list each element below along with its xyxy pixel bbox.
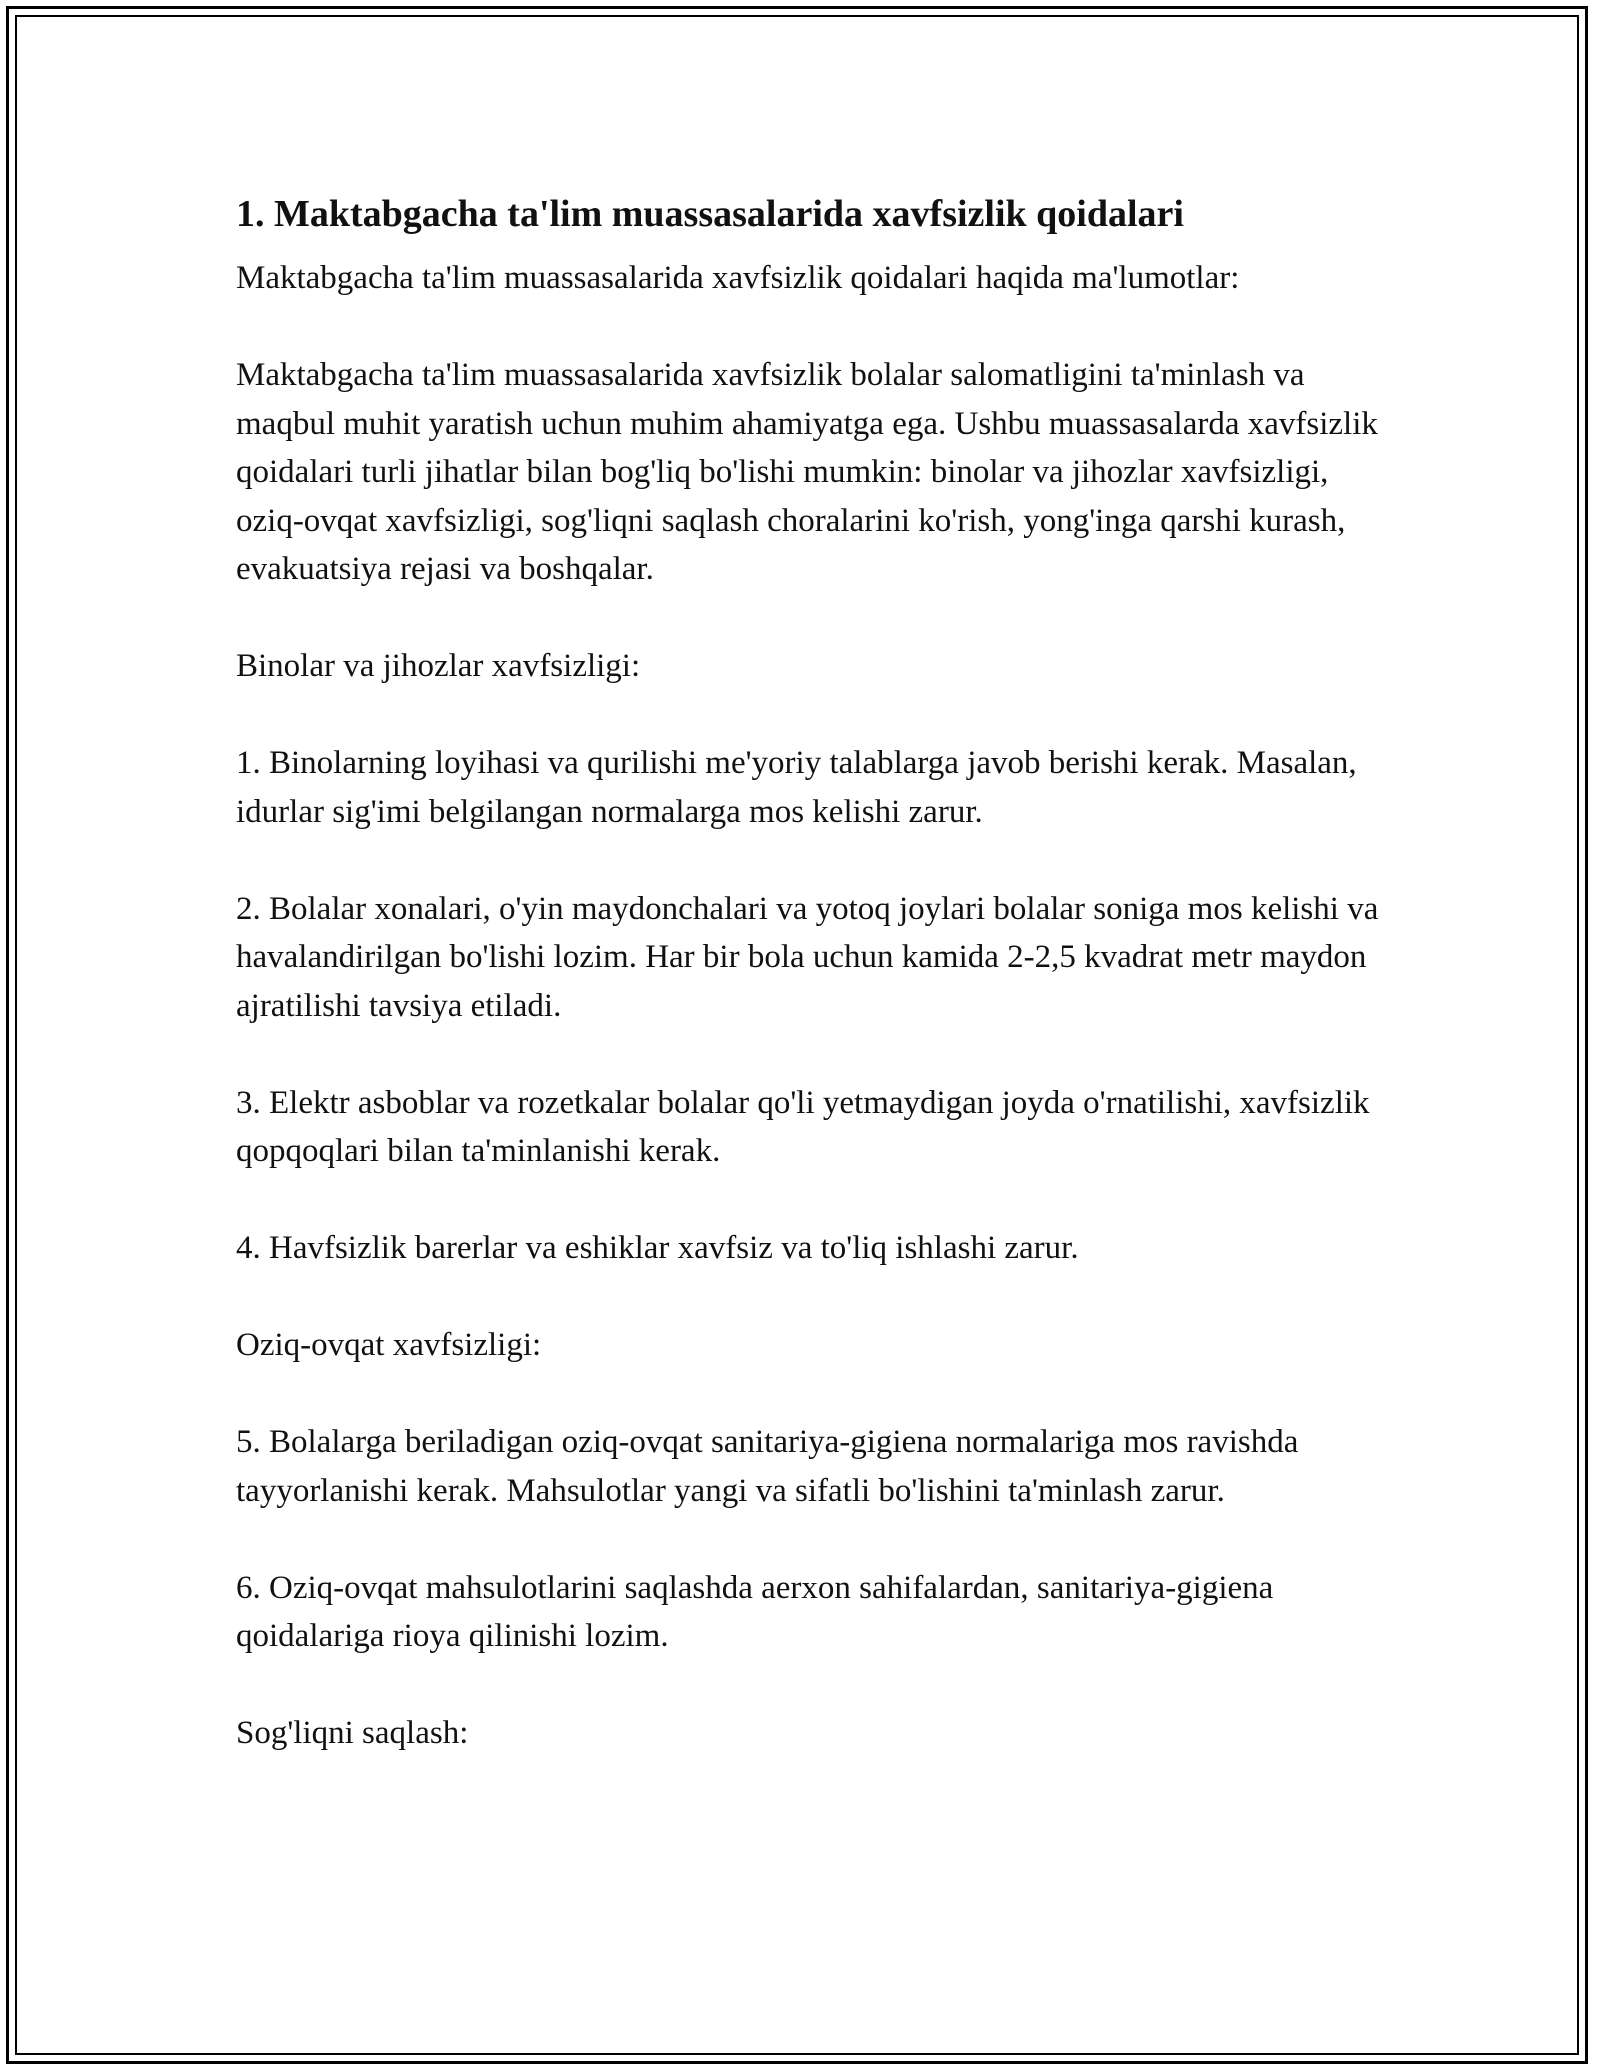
- section-heading-buildings: Binolar va jihozlar xavfsizligi:: [236, 648, 641, 684]
- list-item-3: 3. Elektr asboblar va rozetkalar bolalar qo'li yetmaydigan joyda o'rnatilishi, xavfsizlik qopqoqlari bilan ta'minlanishi kerak.: [236, 1084, 1370, 1169]
- document-title: 1. Maktabgacha ta'lim muassasalarida xavfsizlik qoidalari: [236, 193, 1184, 235]
- list-item-2: 2. Bolalar xonalari, o'yin maydonchalari va yotoq joylari bolalar soniga mos kelishi va havalandirilgan bo'lishi lozim. Har bir bola uchun kamida 2-2,5 kvadrat metr maydon ajratilishi tavsiya etiladi.: [236, 890, 1379, 1024]
- section-heading-health: Sog'liqni saqlash:: [236, 1715, 469, 1751]
- list-item-1: 1. Binolarning loyihasi va qurilishi me'yoriy talablarga javob berishi kerak. Masalan, idurlar sig'imi belgilangan normalarga mos kelishi zarur.: [236, 745, 1357, 830]
- list-item-5: 5. Bolalarga beriladigan oziq-ovqat sanitariya-gigiena normalariga mos ravishda tayyorlanishi kerak. Mahsulotlar yangi va sifatli bo'lishini ta'minlash zarur.: [236, 1424, 1299, 1509]
- intro-paragraph: Maktabgacha ta'lim muassasalarida xavfsizlik qoidalari haqida ma'lumotlar:: [236, 260, 1240, 296]
- document-body: [236, 186, 1386, 1806]
- list-item-6: 6. Oziq-ovqat mahsulotlarini saqlashda aerxon sahifalardan, sanitariya-gigiena qoidalariga rioya qilinishi lozim.: [236, 1569, 1274, 1654]
- list-item-4: 4. Havfsizlik barerlar va eshiklar xavfsiz va to'liq ishlashi zarur.: [236, 1230, 1079, 1266]
- section-heading-food: Oziq-ovqat xavfsizligi:: [236, 1327, 542, 1363]
- overview-paragraph: Maktabgacha ta'lim muassasalarida xavfsizlik bolalar salomatligini ta'minlash va maqbul muhit yaratish uchun muhim ahamiyatga ega. Ushbu muassasalarda xavfsizlik qoidalari turli jihatlar bilan bog'liq bo'lishi mumkin: binolar va jihozlar xavfsizligi, oziq-ovqat xavfsizligi, sog'liqni saqlash choralarini ko'rish, yong'inga qarshi kurash, evakuatsiya rejasi va boshqalar.: [236, 357, 1378, 587]
